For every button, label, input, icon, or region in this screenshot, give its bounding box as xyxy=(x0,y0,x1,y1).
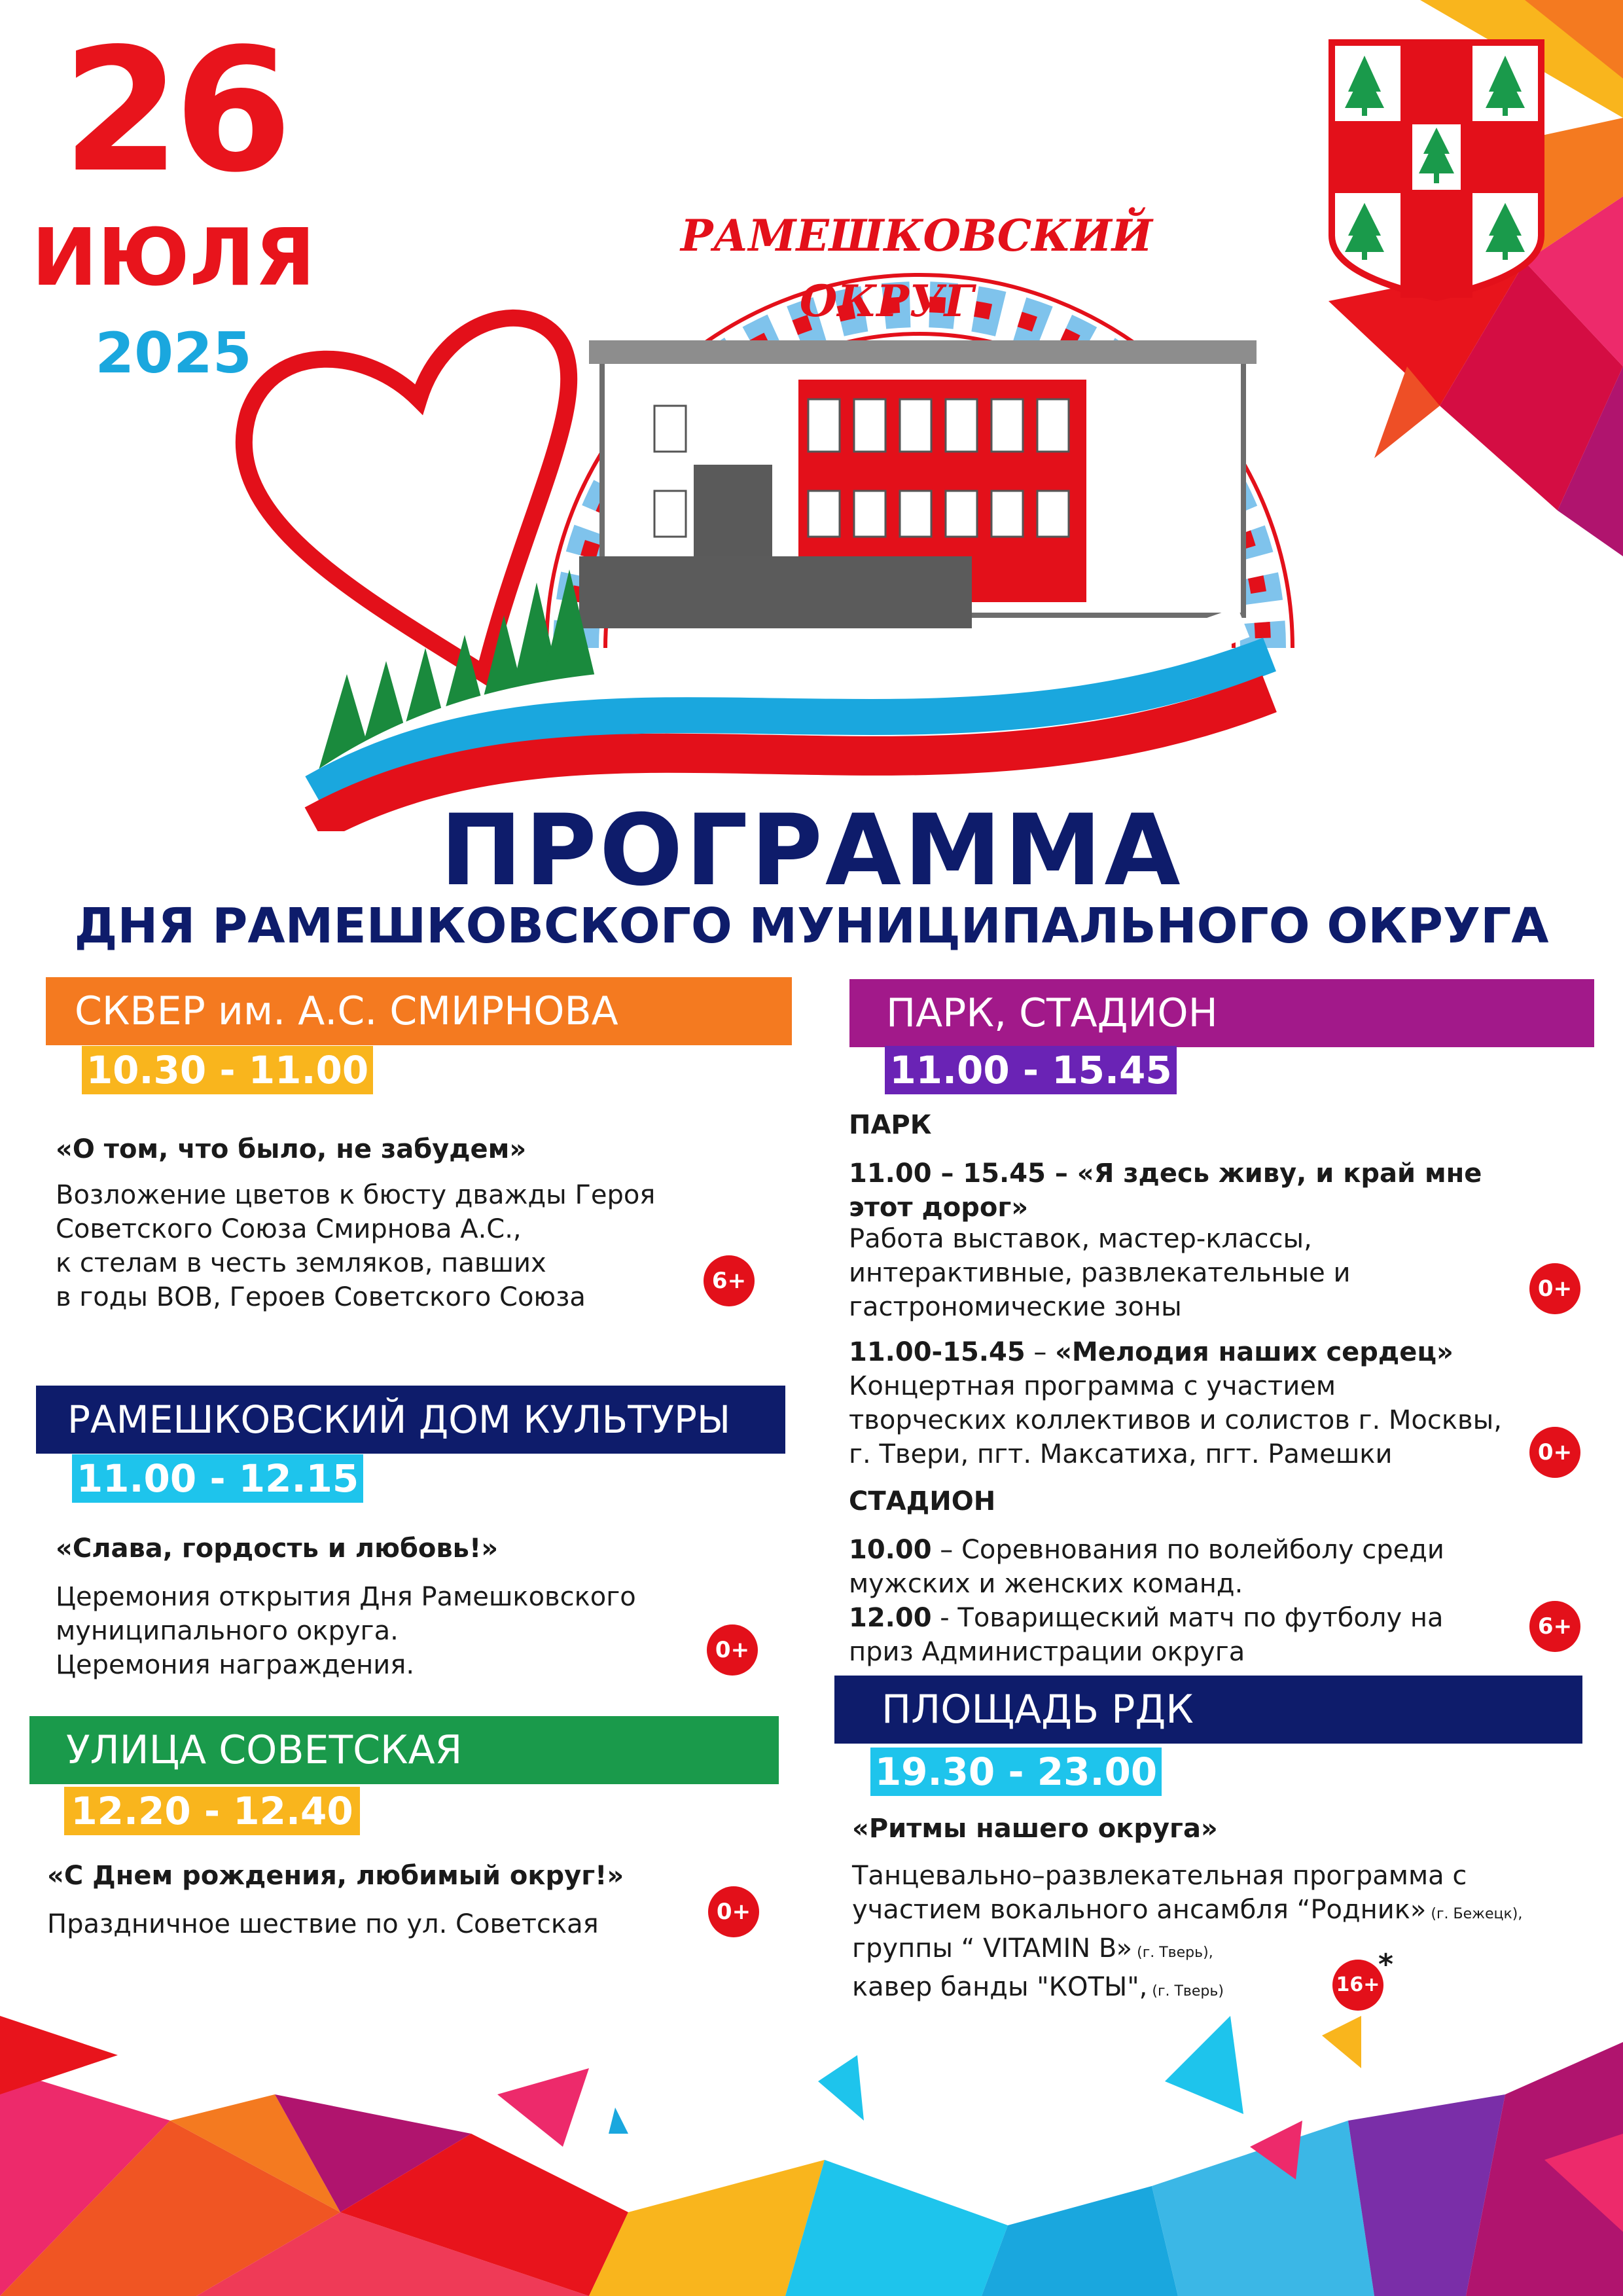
age-rating-badge: 0+ xyxy=(1529,1427,1580,1478)
program-title: ПРОГРАММА xyxy=(440,794,1183,908)
age-rating-badge: 0+ xyxy=(708,1886,759,1937)
event-description-line xyxy=(852,1931,1598,1970)
age-rating-asterisk: * xyxy=(1378,1948,1394,1981)
stadium-item xyxy=(849,1601,1569,1635)
section-label-stadium: СТАДИОН xyxy=(849,1486,996,1516)
age-rating-badge: 6+ xyxy=(704,1255,755,1306)
date-day: 26 xyxy=(62,12,286,210)
performer-text: кавер банды "КОТЫ", xyxy=(852,1972,1148,2002)
district-emblem-illustration xyxy=(196,98,1407,831)
event-description xyxy=(852,1859,1598,2009)
age-rating-badge: 16+ xyxy=(1332,1960,1383,2011)
emblem-banner-line2: ОКРУГ xyxy=(799,276,974,327)
event-description xyxy=(56,1178,710,1314)
time-badge-park-stadium: 11.00 - 15.45 xyxy=(885,1046,1177,1094)
event-description xyxy=(849,1369,1575,1471)
stadium-text: – Соревнования по волейболу среди xyxy=(931,1535,1444,1565)
event-description-line: Танцевально–развлекательная программа с xyxy=(852,1861,1467,1891)
event-title-line: этот дорог» xyxy=(849,1193,1029,1223)
event-description-line: г. Твери, пгт. Максатиха, пгт. Рамешки xyxy=(849,1439,1393,1469)
performer-text: участием вокального ансамбля “Родник» xyxy=(852,1895,1427,1925)
time-badge-rdk: 11.00 - 12.15 xyxy=(72,1454,363,1503)
event-separator: – xyxy=(1025,1337,1056,1367)
event-description xyxy=(56,1580,710,1682)
event-title: «Ритмы нашего округа» xyxy=(852,1814,1218,1844)
decor-bottom xyxy=(0,2016,1623,2296)
venue-header-skver: СКВЕР им. А.С. СМИРНОВА xyxy=(46,977,792,1045)
venue-header-sovetskaya: УЛИЦА СОВЕТСКАЯ xyxy=(29,1716,779,1784)
time-badge-sovetskaya: 12.20 - 12.40 xyxy=(64,1787,360,1835)
age-rating-badge: 0+ xyxy=(1529,1263,1580,1314)
event-description xyxy=(849,1222,1569,1324)
event-description-line: муниципального округа. xyxy=(56,1616,399,1646)
stadium-time: 10.00 xyxy=(849,1535,932,1565)
event-title: «О том, что было, не забудем» xyxy=(56,1134,527,1164)
stadium-item-line2: мужских и женских команд. xyxy=(849,1569,1243,1599)
stadium-item-line2: приз Администрации округа xyxy=(849,1637,1245,1667)
program-subtitle: ДНЯ РАМЕШКОВСКОГО МУНИЦИПАЛЬНОГО ОКРУГА xyxy=(74,898,1549,954)
venue-header-ploshchad-rdk: ПЛОЩАДЬ РДК xyxy=(834,1676,1582,1744)
event-title xyxy=(849,1157,1569,1225)
event-description-line: к стелам в честь земляков, павших xyxy=(56,1248,546,1278)
event-title: «Слава, гордость и любовь!» xyxy=(56,1534,499,1564)
event-description-line: Праздничное шествие по ул. Советская xyxy=(47,1909,599,1939)
time-badge-ploshchad-rdk: 19.30 - 23.00 xyxy=(870,1748,1162,1796)
event-description-line: Церемония награждения. xyxy=(56,1650,415,1680)
event-heading xyxy=(849,1335,1569,1369)
event-description-line xyxy=(852,1970,1598,2009)
event-title-line: 11.00 – 15.45 – «Я здесь живу, и край мне xyxy=(849,1158,1482,1189)
event-description-line: в годы ВОВ, Героев Советского Союза xyxy=(56,1282,586,1312)
date-month: ИЮЛЯ xyxy=(31,213,315,304)
venue-header-park-stadium: ПАРК, СТАДИОН xyxy=(849,979,1594,1047)
event-title: «С Днем рождения, любимый округ!» xyxy=(47,1861,624,1891)
age-rating-badge: 6+ xyxy=(1529,1601,1580,1652)
event-time: 11.00-15.45 xyxy=(849,1337,1026,1367)
date-year: 2025 xyxy=(95,321,252,386)
performer-city: (г. Бежецк), xyxy=(1426,1906,1523,1922)
event-description-line: Советского Союза Смирнова А.С., xyxy=(56,1214,522,1244)
event-description-line: Концертная программа с участием xyxy=(849,1371,1336,1401)
age-rating-badge: 0+ xyxy=(707,1624,758,1676)
event-title: «Мелодия наших сердец» xyxy=(1055,1337,1454,1367)
stadium-item xyxy=(849,1533,1569,1567)
performer-text: группы “ VITAMIN B» xyxy=(852,1933,1133,1964)
venue-header-rdk: РАМЕШКОВСКИЙ ДОМ КУЛЬТУРЫ xyxy=(36,1386,785,1454)
event-description-line: Работа выставок, мастер-классы, xyxy=(849,1224,1312,1254)
performer-city: (г. Тверь), xyxy=(1132,1945,1213,1961)
event-description-line: Церемония открытия Дня Рамешковского xyxy=(56,1582,636,1612)
event-description xyxy=(47,1907,702,1941)
event-description-line: интерактивные, развлекательные и xyxy=(849,1258,1351,1288)
event-description-line xyxy=(852,1893,1598,1931)
emblem-banner-line1: РАМЕШКОВСКИЙ xyxy=(681,210,1153,261)
time-badge-skver: 10.30 - 11.00 xyxy=(82,1046,373,1094)
event-description-line: Возложение цветов к бюсту дважды Героя xyxy=(56,1180,656,1210)
section-label-park: ПАРК xyxy=(849,1110,932,1140)
stadium-text: - Товарищеский матч по футболу на xyxy=(931,1603,1444,1633)
event-description-line: гастрономические зоны xyxy=(849,1292,1182,1322)
stadium-time: 12.00 xyxy=(849,1603,932,1633)
stadium-schedule xyxy=(849,1533,1569,1669)
performer-city: (г. Тверь) xyxy=(1147,1983,1224,2000)
event-description-line: творческих коллективов и солистов г. Москвы, xyxy=(849,1405,1502,1435)
